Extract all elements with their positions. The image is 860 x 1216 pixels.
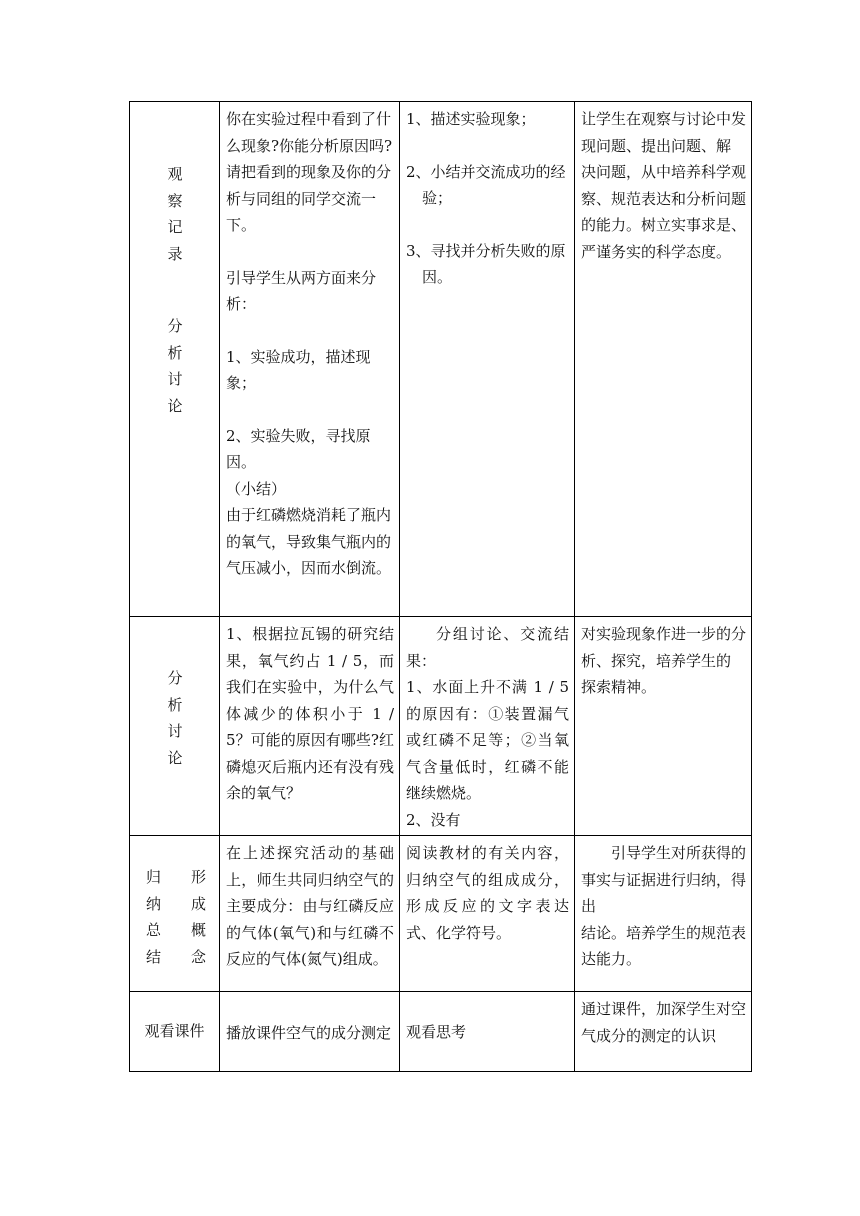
stage-label-analyze — [130, 617, 220, 836]
student-item: 3、寻找并分析失败的原因。 — [406, 241, 566, 286]
teacher-activity-cell — [220, 617, 400, 836]
label-char: 析 — [167, 343, 183, 362]
teacher-activity-cell — [220, 992, 400, 1072]
teacher-text: 在上述探究活动的基础上，师生共同归纳空气的主要成分：由与红磷反应的气体(氧气)和与红磷不反应的气体(氮气)组成。 — [226, 844, 394, 968]
student-item: 1、水面上升不满 1 / 5 的原因有：①装置漏气或红磷不足等；②当氧气含量低时，红磷不能继续燃烧。 — [406, 678, 569, 802]
label-pair: 结 念 — [146, 947, 206, 966]
table-row-courseware — [130, 992, 752, 1072]
label-char: 讨 — [167, 370, 183, 388]
intent-text: 结论。培养学生的规范表达能力。 — [581, 923, 747, 968]
design-intent-cell — [575, 836, 752, 992]
design-intent-cell — [575, 617, 752, 836]
design-intent-cell — [575, 102, 752, 617]
teacher-text: 播放课件空气的成分测定 — [226, 1023, 392, 1042]
label-char: 分 — [167, 669, 183, 687]
student-item: 2、小结并交流成功的经验； — [406, 162, 566, 207]
teacher-guide: 引导学生从两方面来分析： — [226, 268, 377, 313]
stage-label-summarize — [130, 836, 220, 992]
table-row-analyze — [130, 617, 752, 836]
student-text: 阅读教材的有关内容，归纳空气的组成成分，形成反应的文字表达式、化学符号。 — [406, 844, 569, 942]
design-intent-cell — [575, 992, 752, 1072]
student-lead: 分组讨论、交流结果： — [406, 625, 569, 670]
student-activity-cell — [400, 992, 575, 1072]
label-pair: 总 概 — [146, 921, 206, 939]
label-char: 论 — [167, 748, 183, 767]
student-item: 1、描述实验现象； — [406, 110, 536, 128]
intent-text: 探索精神。 — [581, 678, 657, 696]
intent-text: 通过课件，加深学生对空气成分的测定的认识 — [581, 1000, 747, 1045]
teacher-activity-cell — [220, 102, 400, 617]
teacher-item: 1、实验成功，描述现象； — [226, 347, 371, 392]
intent-text: 让学生在观察与讨论中发现问题、提出问题、解 — [581, 110, 747, 155]
teacher-question: 1、根据拉瓦锡的研究结果，氧气约占 1 / 5，而我们在实验中，为什么气体减少的体积小于 1 / 5？可能的原因有哪些?红磷熄灭后瓶内还有没有残余的氧气？ — [226, 625, 394, 802]
intent-text: 决问题，从中培养科学观察、规范表达和分析问题的能力。树立实事求是、严谨务实的科学态度。 — [581, 163, 747, 261]
label-char: 察 — [167, 191, 183, 210]
label-char: 论 — [167, 396, 183, 415]
student-text: 观看思考 — [406, 1023, 467, 1042]
intent-text: 引导学生对所获得的事实与证据进行归纳，得出 — [581, 844, 747, 915]
table-row-observe — [130, 102, 752, 617]
lesson-plan-table — [129, 101, 752, 1072]
label-char: 录 — [167, 244, 183, 263]
label-pair: 纳 成 — [146, 894, 206, 913]
stage-label-observe — [130, 102, 220, 617]
teacher-question: 你在实验过程中看到了什么现象?你能分析原因吗?请把看到的现象及你的分析与同组的同学交流一下。 — [226, 110, 393, 234]
teacher-item: 2、实验失败，寻找原因。 — [226, 426, 371, 471]
label-char: 记 — [167, 218, 183, 236]
stage-label-text: 观看课件 — [144, 1022, 205, 1041]
summary-text: 由于红磷燃烧消耗了瓶内的氧气，导致集气瓶内的气压减小，因而水倒流。 — [226, 506, 392, 577]
student-activity-cell — [400, 617, 575, 836]
label-char: 观 — [167, 165, 183, 183]
intent-text: 对实验现象作进一步的分析、探究，培养学生的 — [581, 625, 747, 670]
teacher-activity-cell — [220, 836, 400, 992]
summary-label: （小结） — [226, 479, 287, 498]
label-char: 分 — [167, 317, 183, 335]
label-char: 讨 — [167, 722, 183, 740]
student-activity-cell — [400, 836, 575, 992]
student-activity-cell — [400, 102, 575, 617]
label-char: 析 — [167, 695, 183, 714]
stage-label-courseware — [130, 992, 220, 1072]
table-row-summarize — [130, 836, 752, 992]
label-pair: 归 形 — [146, 868, 206, 886]
student-item: 2、没有 — [406, 810, 461, 829]
